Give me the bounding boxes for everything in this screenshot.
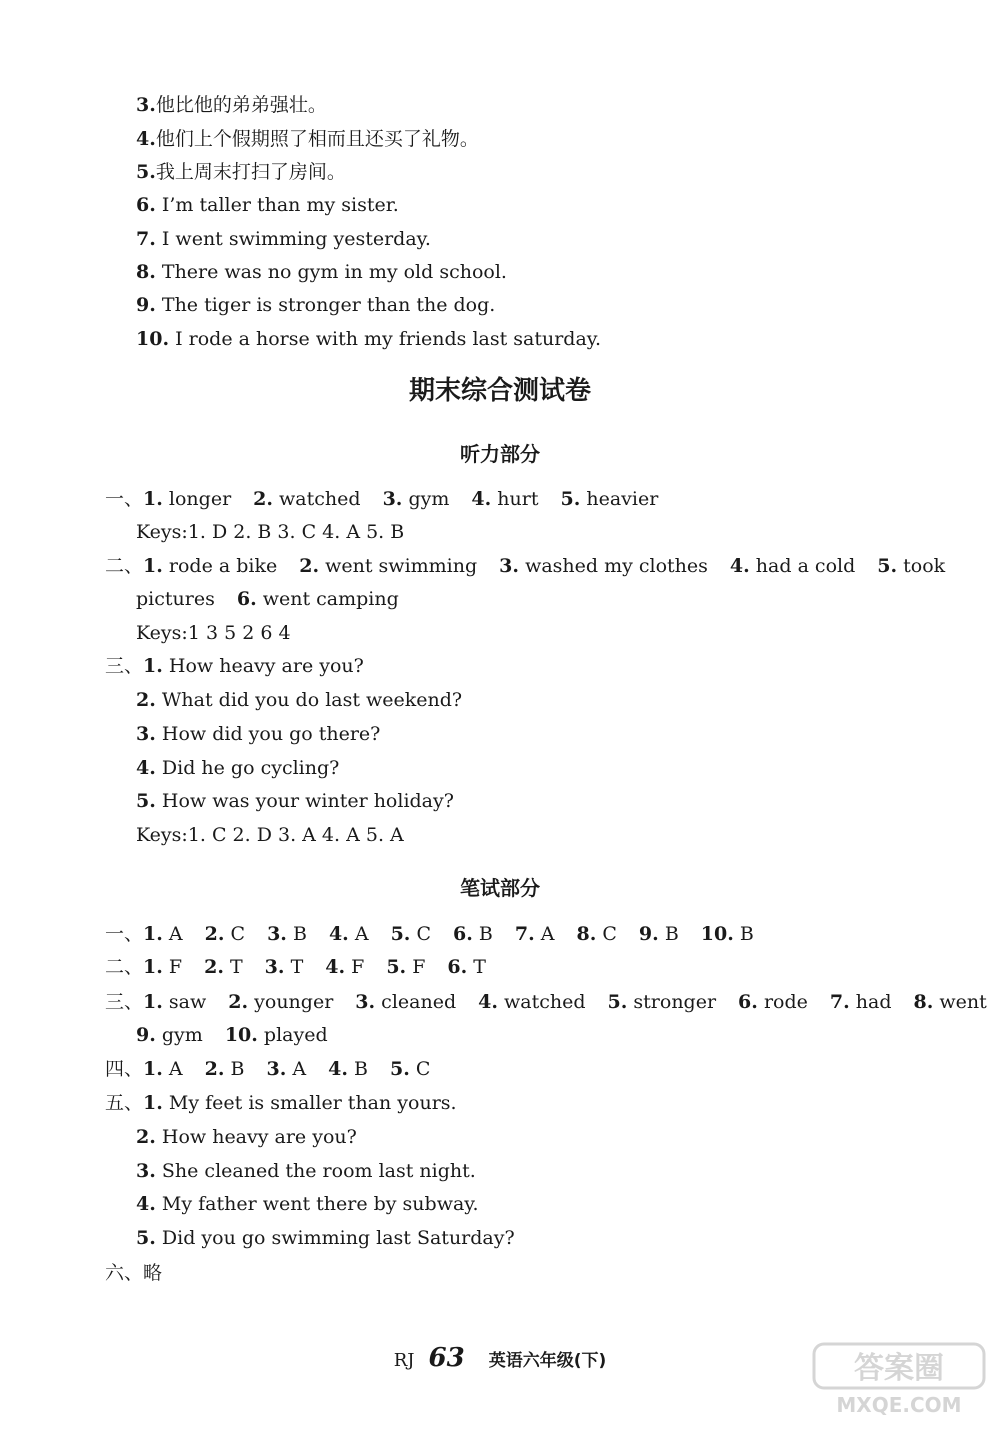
writing-part-3-cont: 9. gym 10. played xyxy=(136,1024,328,1046)
writing-part-5-item: 五、1. My feet is smaller than yours. xyxy=(105,1092,457,1114)
book-code: RJ xyxy=(393,1350,415,1371)
answer-line: 4.他们上个假期照了相而且还买了礼物。 xyxy=(136,128,479,150)
listening-part-3-item: 2. What did you do last weekend? xyxy=(136,689,463,711)
section-title-writing: 笔试部分 xyxy=(460,876,540,900)
watermark-text: 答案圈 xyxy=(854,1351,944,1386)
listening-part-1-keys: Keys:1. D 2. B 3. C 4. A 5. B xyxy=(136,521,405,543)
listening-part-3-item: 3. How did you go there? xyxy=(136,723,381,745)
listening-part-3-item: 5. How was your winter holiday? xyxy=(136,790,454,812)
writing-part-5-item: 5. Did you go swimming last Saturday? xyxy=(136,1227,515,1249)
page-number: 63 xyxy=(428,1343,465,1373)
listening-part-2: 二、1. rode a bike 2. went swimming 3. washed my clothes 4. had a cold 5. took xyxy=(105,555,946,577)
writing-part-5-item: 4. My father went there by subway. xyxy=(136,1193,479,1215)
answer-line: 8. There was no gym in my old school. xyxy=(136,261,507,283)
writing-part-5-item: 2. How heavy are you? xyxy=(136,1126,357,1148)
writing-part-3: 三、1. saw 2. younger 3. cleaned 4. watched 5. stronger 6. rode 7. had 8. went xyxy=(105,991,987,1013)
watermark-logo xyxy=(810,1340,988,1418)
writing-part-5-item: 3. She cleaned the room last night. xyxy=(136,1160,476,1182)
answer-line: 5.我上周末打扫了房间。 xyxy=(136,161,346,183)
page-title: 期末综合测试卷 xyxy=(408,376,591,406)
listening-part-1: 一、1. longer 2. watched 3. gym 4. hurt 5. heavier xyxy=(105,488,659,510)
watermark-url: MXQE.COM xyxy=(836,1393,962,1417)
listening-part-3-keys: Keys:1. C 2. D 3. A 4. A 5. A xyxy=(136,824,404,846)
answer-line: 10. I rode a horse with my friends last saturday. xyxy=(136,328,602,350)
writing-part-1: 一、1. A 2. C 3. B 4. A 5. C 6. B 7. A 8. C 9. B 10. B xyxy=(105,923,754,945)
answer-line: 6. I’m taller than my sister. xyxy=(136,194,399,216)
writing-part-6: 六、略 xyxy=(105,1262,163,1284)
writing-part-2: 二、1. F 2. T 3. T 4. F 5. F 6. T xyxy=(105,956,486,978)
section-title-listening: 听力部分 xyxy=(460,442,540,466)
listening-part-3-item: 4. Did he go cycling? xyxy=(136,757,340,779)
writing-part-4: 四、1. A 2. B 3. A 4. B 5. C xyxy=(105,1058,431,1080)
listening-part-2-cont: pictures 6. went camping xyxy=(136,588,399,610)
answer-line: 7. I went swimming yesterday. xyxy=(136,228,431,250)
listening-part-2-keys: Keys:1 3 5 2 6 4 xyxy=(136,622,291,644)
subject-label: 英语六年级(下) xyxy=(488,1351,607,1371)
listening-part-3-item: 三、1. How heavy are you? xyxy=(105,655,364,677)
answer-line: 9. The tiger is stronger than the dog. xyxy=(136,294,496,316)
answer-line: 3.他比他的弟弟强壮。 xyxy=(136,94,327,116)
